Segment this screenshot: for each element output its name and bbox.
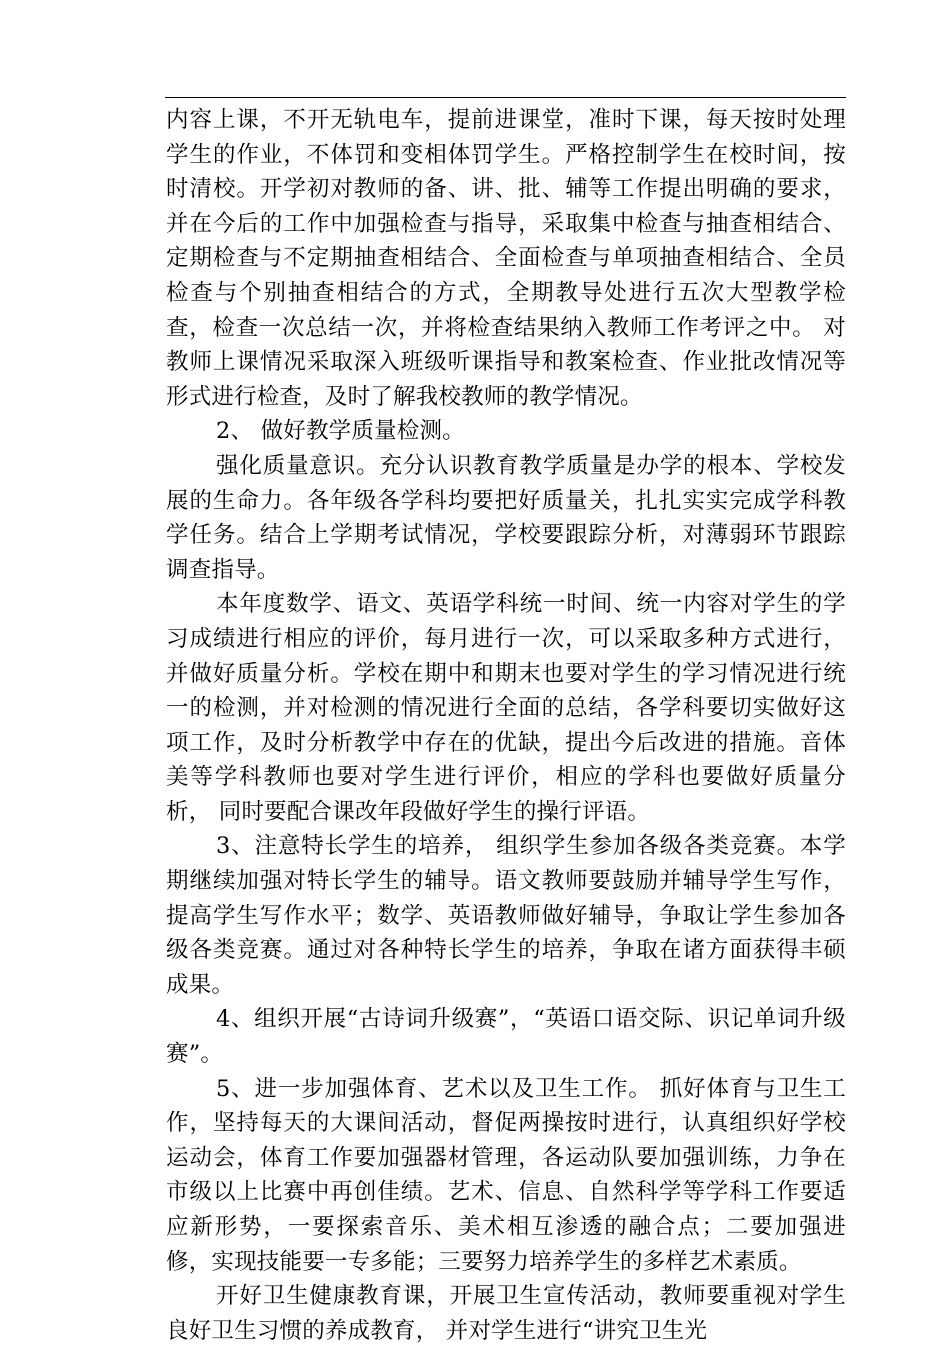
body-paragraph-evaluation: 本年度数学、语文、英语学科统一时间、统一内容对学生的学习成绩进行相应的评价，每月进行一次，可以采取多种方式进行，并做好质量分析。学校在期中和期末也要对学生的学习情况进行统一的检测，并对检测的情况进行全面的总结，各学科要切实做好这项工作，及时分析教学中存在的优缺，提出今后改进的措施。音体美等学科教师也要对学生进行评价，相应的学科也要做好质量分析， 同时要配合课改年段做好学生的操行评语。 [166, 591, 846, 825]
body-paragraph-continued: 内容上课，不开无轨电车，提前进课堂，准时下课，每天按时处理学生的作业，不体罚和变相体罚学生。严格控制学生在校时间，按时清校。开学初对教师的备、讲、批、辅等工作提出明确的要求，并在今后的工作中加强检查与指导，采取集中检查与抽查相结合、定期检查与不定期抽查相结合、全面检查与单项抽查相结合、全员检查与个别抽查相结合的方式，全期教导处进行五次大型教学检查，检查一次总结一次，并将检查结果纳入教师工作考评之中。 对教师上课情况采取深入班级听课指导和教案检查、作业批改情况等形式进行检查，及时了解我校教师的教学情况。 [166, 107, 846, 410]
header-rule [165, 97, 846, 98]
body-paragraph-health-education: 开好卫生健康教育课，开展卫生宣传活动，教师要重视对学生良好卫生习惯的养成教育， 并对学生进行“讲究卫生光 [166, 1283, 846, 1344]
section-heading-quality-testing: 2、 做好教学质量检测。 [216, 418, 465, 445]
section-paragraph-special-talents: 3、注意特长学生的培养， 组织学生参加各级各类竞赛。本学期继续加强对特长学生的辅导。语文教师要鼓励并辅导学生写作，提高学生写作水平；数学、英语教师做好辅导，争取让学生参加各级各类竞赛。通过对各种特长学生的培养，争取在诸方面获得丰硕成果。 [166, 833, 846, 998]
section-paragraph-sports-arts-health: 5、进一步加强体育、艺术以及卫生工作。 抓好体育与卫生工作，坚持每天的大课间活动，督促两操按时进行，认真组织好学校运动会，体育工作要加强器材管理，各运动队要加强训练，力争在市级以上比赛中再创佳绩。艺术、信息、自然科学等学科工作要适应新形势，一要探索音乐、美术相互渗透的融合点；二要加强进修，实现技能要一专多能；三要努力培养学生的多样艺术素质。 [166, 1075, 846, 1275]
body-paragraph-quality-awareness: 强化质量意识。充分认识教育教学质量是办学的根本、学校发展的生命力。各年级各学科均要把好质量关，扎扎实实完成学科教学任务。结合上学期考试情况，学校要跟踪分析，对薄弱环节跟踪调查指导。 [166, 452, 846, 583]
section-paragraph-competitions: 4、组织开展“古诗词升级赛”，“英语口语交际、识记单词升级赛”。 [166, 1006, 846, 1068]
document-body [166, 103, 846, 1348]
